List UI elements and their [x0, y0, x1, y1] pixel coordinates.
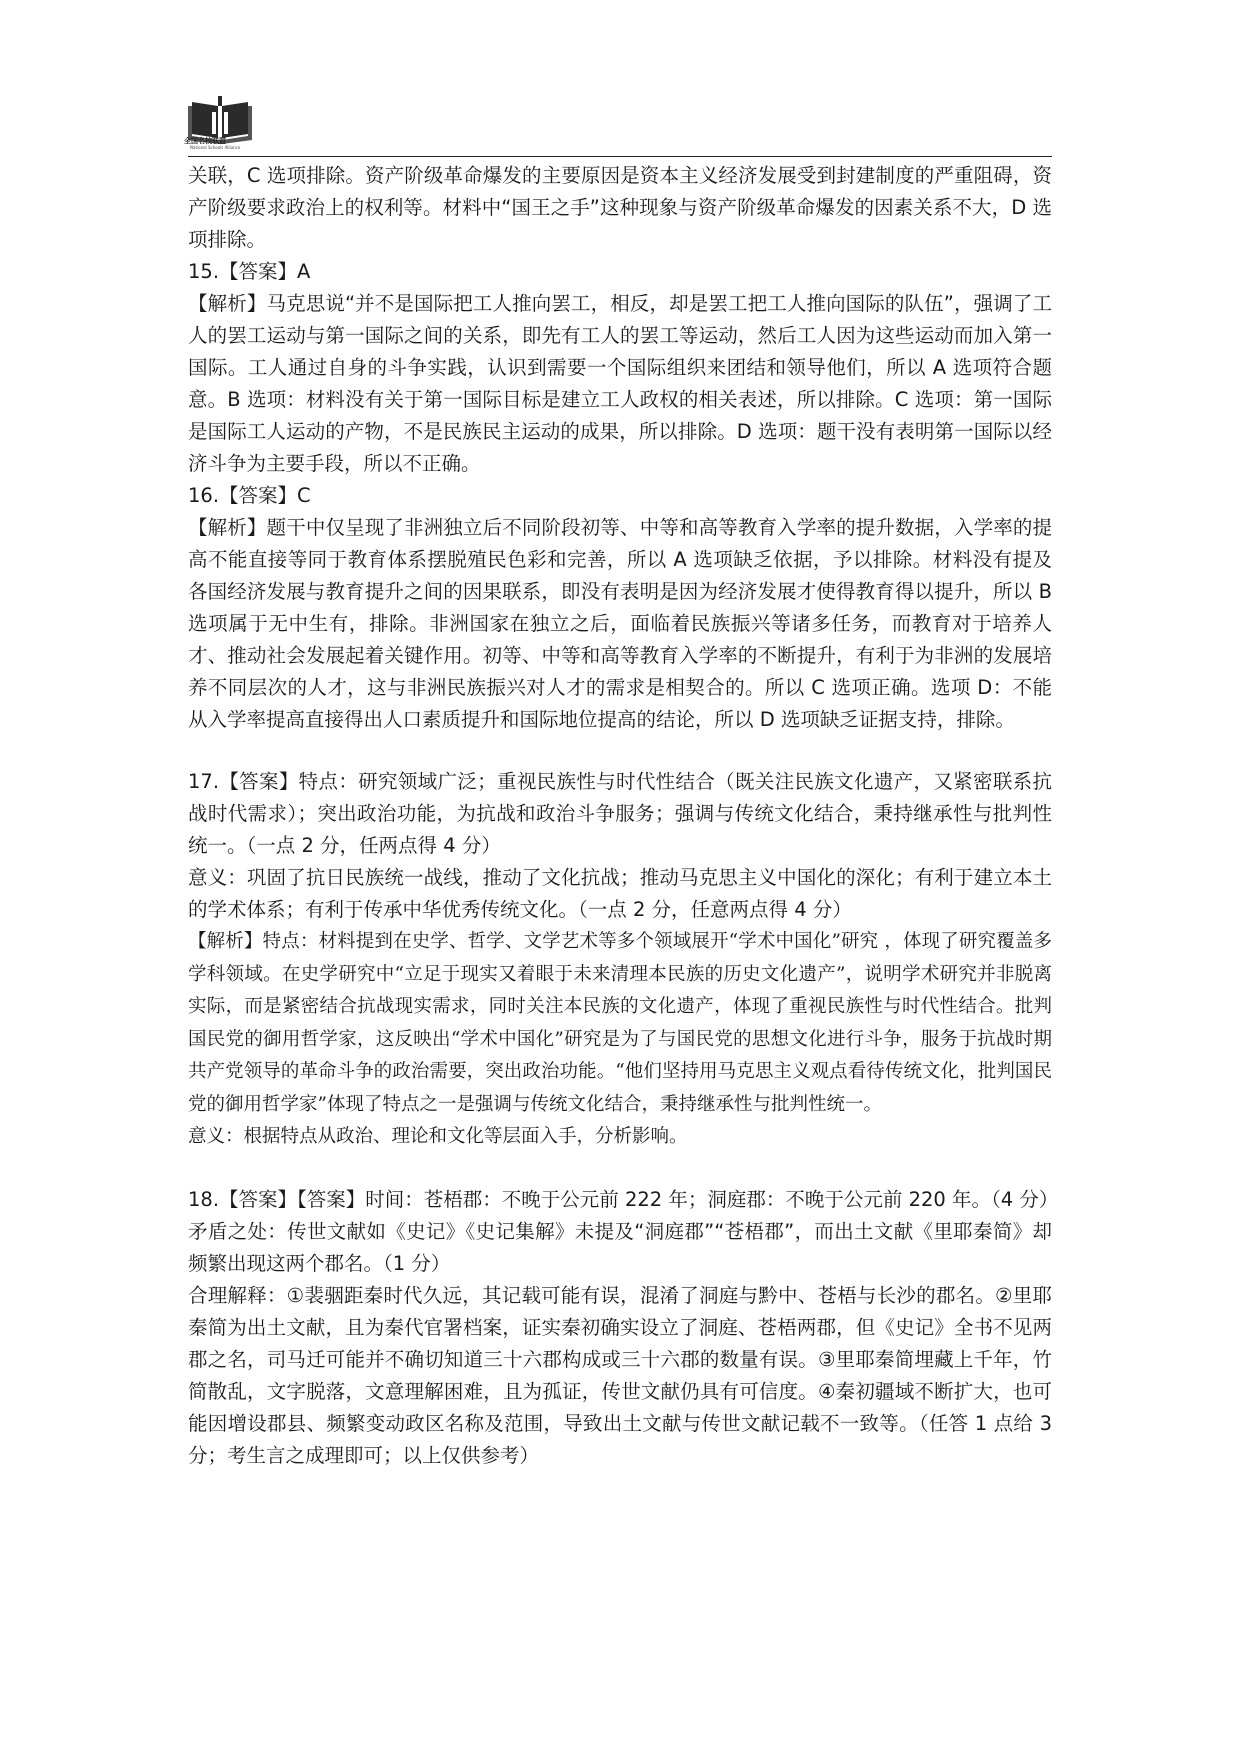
answer-18-contradiction: 矛盾之处：传世文献如《史记》《史记集解》未提及“洞庭郡”“苍梧郡”，而出土文献《里耶秦简》却频繁出现这两个郡名。（1 分） — [188, 1219, 1052, 1275]
paragraph-gap — [188, 1154, 1052, 1184]
analysis-17-significance: 意义：根据特点从政治、理论和文化等层面入手，分析影响。 — [188, 1126, 688, 1147]
logo-subtitle: National Schools Alliance — [190, 145, 241, 150]
document-body — [188, 160, 1059, 1472]
answer-18: 18.【答案】【答案】时间：苍梧郡：不晚于公元前 222 年；洞庭郡：不晚于公元前 220 年。（4 分） — [188, 1187, 1059, 1211]
analysis-16: 【解析】题干中仅呈现了非洲独立后不同阶段初等、中等和高等教育入学率的提升数据，入学率的提高不能直接等同于教育体系摆脱殖民色彩和完善，所以 A 选项缺乏依据，予以排除。材料没有提及各国经济发展与教育提升之间的因果联系，即没有表明是因为经济发展才使得教育得以提升，所以 B 选项属于无中生有，排除。非洲国家在独立之后，面临着民族振兴等诸多任务，而教育对于培养人才、推动社会发展起着关键作用。初等、中等和高等教育入学率的不断提升，有利于为非洲的发展培养不同层次的人才，这与非洲民族振兴对人才的需求是相契合的。所以 C 选项正确。选项 D：不能从入学率提高直接得出人口素质提升和国际地位提高的结论，所以 D 选项缺乏证据支持，排除。 — [188, 516, 1052, 731]
analysis-17: 【解析】特点：材料提到在史学、哲学、文学艺术等多个领域展开“学术中国化”研究 ，体现了研究覆盖多学科领域。在史学研究中“立足于现实又着眼于未来清理本民族的历史文化遗产”，说明学术研究并非脱离实际，而是紧密结合抗战现实需求，同时关注本民族的文化遗产，体现了重视民族性与时代性结合。批判国民党的御用哲学家，这反映出“学术中国化”研究是为了与国民党的思想文化进行斗争，服务于抗战时期共产党领导的革命斗争的政治需要，突出政治功能。“他们坚持用马克思主义观点看待传统文化，批判国民党的御用哲学家”体现了特点之一是强调与传统文化结合，秉持继承性与批判性统一。 — [188, 931, 1052, 1115]
paragraph-14-continuation: 关联，C 选项排除。资产阶级革命爆发的主要原因是资本主义经济发展受到封建制度的严重阻碍，资产阶级要求政治上的权利等。材料中“国王之手”这种现象与资产阶级革命爆发的因素关系不大，D 选项排除。 — [188, 164, 1052, 251]
logo-caption: 全国名校联盟 — [184, 137, 226, 145]
answer-15-heading: 15.【答案】A — [188, 260, 311, 283]
answer-18-explanation: 合理解释：①裴骃距秦时代久远，其记载可能有误，混淆了洞庭与黔中、苍梧与长沙的郡名。②里耶秦简为出土文献，且为秦代官署档案，证实秦初确实设立了洞庭、苍梧两郡，但《史记》全书不见两郡之名，司马迁可能并不确切知道三十六郡构成或三十六郡的数量有误。③里耶秦简埋藏上千年，竹简散乱，文字脱落，文意理解困难，且为孤证，传世文献仍具有可信度。④秦初疆域不断扩大，也可能因增设郡县、频繁变动政区名称及范围，导致出土文献与传世文献记载不一致等。（任答 1 点给 3 分；考生言之成理即可；以上仅供参考） — [188, 1283, 1052, 1467]
answer-16-heading: 16.【答案】C — [188, 484, 311, 507]
answer-17-significance: 意义：巩固了抗日民族统一战线，推动了文化抗战；推动马克思主义中国化的深化；有利于建立本土的学术体系；有利于传承中华优秀传统文化。（一点 2 分，任意两点得 4 分） — [188, 866, 1052, 921]
paragraph-gap — [188, 736, 1052, 766]
answer-17: 17.【答案】特点：研究领域广泛；重视民族性与时代性结合（既关注民族文化遗产，又紧密联系抗战时代需求）；突出政治功能，为抗战和政治斗争服务；强调与传统文化结合，秉持继承性与批判性统一。（一点 2 分，任两点得 4 分） — [188, 770, 1052, 857]
analysis-15: 【解析】马克思说“并不是国际把工人推向罢工，相反，却是罢工把工人推向国际的队伍”，强调了工人的罢工运动与第一国际之间的关系，即先有工人的罢工等运动，然后工人因为这些运动而加入第一国际。工人通过自身的斗争实践，认识到需要一个国际组织来团结和领导他们，所以 A 选项符合题意。B 选项：材料没有关于第一国际目标是建立工人政权的相关表述，所以排除。C 选项：第一国际是国际工人运动的产物，不是民族民主运动的成果，所以排除。D 选项：题干没有表明第一国际以经济斗争为主要手段，所以不正确。 — [188, 292, 1052, 475]
header-divider — [188, 156, 1052, 157]
